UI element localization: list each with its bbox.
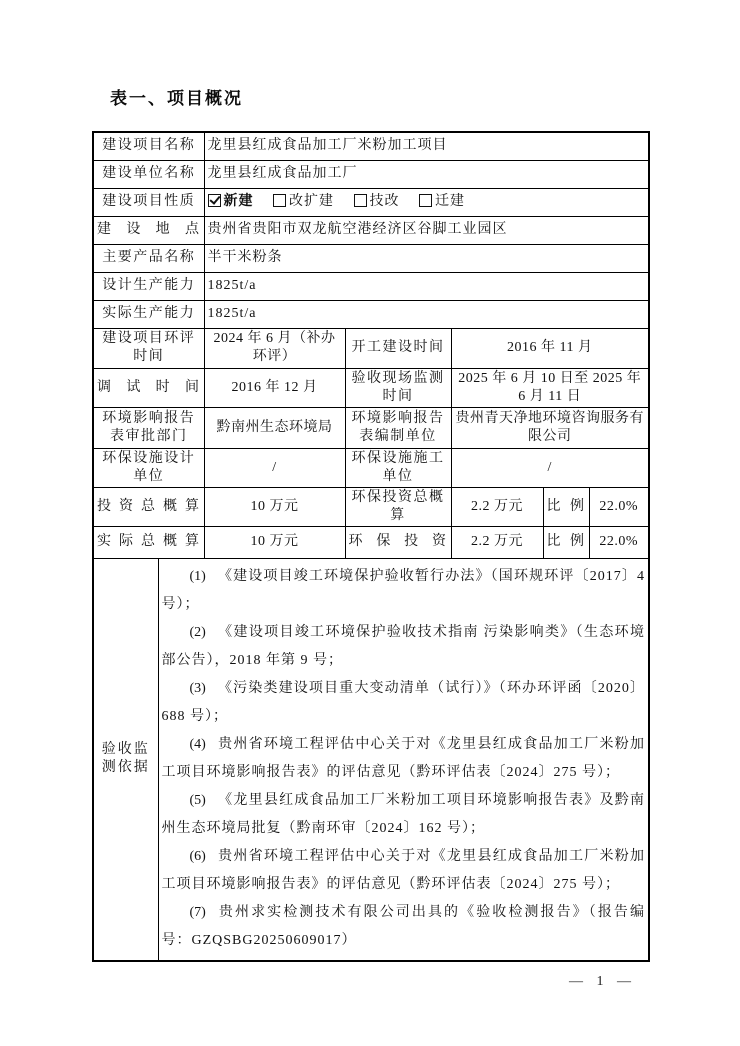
row-label: 比例 (543, 487, 589, 526)
row-label: 建设项目名称 (93, 132, 204, 160)
option-label: 改扩建 (289, 194, 334, 209)
basis-item-number: (2) (189, 625, 206, 641)
table-row (93, 188, 649, 216)
nature-option-relocate (419, 194, 465, 209)
nature-option-techreform (354, 194, 400, 209)
basis-item (162, 787, 646, 843)
row-value: 1825t/a (204, 300, 649, 328)
row-value: 2016 年 11 月 (451, 328, 649, 368)
table-row (93, 272, 649, 300)
checkbox-icon (273, 194, 286, 207)
basis-item (162, 675, 646, 731)
row-label: 验收监测依据 (93, 558, 158, 961)
row-label: 开工建设时间 (345, 328, 451, 368)
section-title: 表一、项目概况 (110, 89, 243, 108)
row-value: 22.0% (589, 526, 649, 558)
table-row (93, 558, 649, 961)
table-row (93, 328, 649, 368)
basis-item-text: 贵州求实检测技术有限公司出具的《验收检测报告》（报告编号：GZQSBG20250609017） (161, 905, 645, 949)
checkbox-icon (354, 194, 367, 207)
basis-item (162, 899, 646, 955)
table-row (93, 407, 649, 448)
row-value: 2.2 万元 (451, 487, 543, 526)
row-value: 1825t/a (204, 272, 649, 300)
row-label: 环境影响报告表编制单位 (345, 407, 451, 448)
row-label: 建设地点 (93, 216, 204, 244)
basis-content (158, 558, 649, 961)
basis-item-number: (7) (189, 905, 206, 921)
option-label: 新建 (223, 194, 254, 209)
table-row (93, 448, 649, 487)
row-value: 龙里县红成食品加工厂米粉加工项目 (204, 132, 649, 160)
row-value: / (204, 448, 345, 487)
row-label: 环保投资总概算 (345, 487, 451, 526)
row-label: 建设项目性质 (93, 188, 204, 216)
basis-item-number: (6) (189, 849, 206, 865)
row-value: 2.2 万元 (451, 526, 543, 558)
row-value: 2024 年 6 月（补办环评） (204, 328, 345, 368)
row-label: 设计生产能力 (93, 272, 204, 300)
basis-item-text: 《建设项目竣工环境保护验收暂行办法》（国环规环评〔2017〕4 号）； (161, 569, 645, 613)
row-label: 实际总概算 (93, 526, 204, 558)
basis-item-number: (4) (189, 737, 206, 753)
basis-item-text: 贵州省环境工程评估中心关于对《龙里县红成食品加工厂米粉加工项目环境影响报告表》的评估意见（黔环评估表〔2024〕275 号）； (161, 737, 645, 781)
basis-item-number: (5) (189, 793, 206, 809)
table-row (93, 300, 649, 328)
basis-item-text: 《建设项目竣工环境保护验收技术指南 污染影响类》（生态环境部公告），2018 年第 9 号； (161, 625, 645, 669)
row-label: 建设项目环评时间 (93, 328, 204, 368)
nature-option-new (208, 194, 254, 209)
row-value: 2016 年 12 月 (204, 368, 345, 407)
basis-item (162, 731, 646, 787)
basis-item-text: 《污染类建设项目重大变动清单（试行）》（环办环评函〔2020〕688 号）； (161, 681, 645, 725)
row-value: 黔南州生态环境局 (204, 407, 345, 448)
row-label: 环境影响报告表审批部门 (93, 407, 204, 448)
row-value: 2025 年 6 月 10 日至 2025 年 6 月 11 日 (451, 368, 649, 407)
row-value: 贵州青天净地环境咨询服务有限公司 (451, 407, 649, 448)
row-value: 半干米粉条 (204, 244, 649, 272)
basis-item-number: (3) (189, 681, 206, 697)
row-label: 实际生产能力 (93, 300, 204, 328)
table-row (93, 132, 649, 160)
nature-option-expand (273, 194, 334, 209)
table-row (93, 368, 649, 407)
page-number: — 1 — (569, 974, 631, 989)
row-value: 贵州省贵阳市双龙航空港经济区谷脚工业园区 (204, 216, 649, 244)
row-label: 建设单位名称 (93, 160, 204, 188)
option-label: 迁建 (435, 194, 465, 209)
row-label: 验收现场监测时间 (345, 368, 451, 407)
row-label: 调试时间 (93, 368, 204, 407)
row-label: 投资总概算 (93, 487, 204, 526)
row-value: / (451, 448, 649, 487)
table-row (93, 526, 649, 558)
row-label: 环保投资 (345, 526, 451, 558)
basis-item (162, 619, 646, 675)
table-row (93, 244, 649, 272)
row-label: 比例 (543, 526, 589, 558)
table-row (93, 160, 649, 188)
basis-item (162, 843, 646, 899)
table-row (93, 487, 649, 526)
row-label: 主要产品名称 (93, 244, 204, 272)
basis-item-text: 贵州省环境工程评估中心关于对《龙里县红成食品加工厂米粉加工项目环境影响报告表》的评估意见（黔环评估表〔2024〕275 号）； (161, 849, 645, 893)
checkbox-checked-icon (208, 194, 221, 207)
row-label: 环保设施施工单位 (345, 448, 451, 487)
table-row (93, 216, 649, 244)
basis-item-number: (1) (189, 569, 206, 585)
basis-item (162, 563, 646, 619)
option-label: 技改 (369, 194, 400, 209)
row-value: 龙里县红成食品加工厂 (204, 160, 649, 188)
project-overview-table (92, 131, 650, 962)
project-nature-options (204, 188, 649, 216)
basis-item-text: 《龙里县红成食品加工厂米粉加工项目环境影响报告表》及黔南州生态环境局批复（黔南环审〔2024〕162 号）； (161, 793, 645, 837)
row-value: 22.0% (589, 487, 649, 526)
checkbox-icon (419, 194, 432, 207)
row-value: 10 万元 (204, 487, 345, 526)
row-value: 10 万元 (204, 526, 345, 558)
row-label: 环保设施设计单位 (93, 448, 204, 487)
